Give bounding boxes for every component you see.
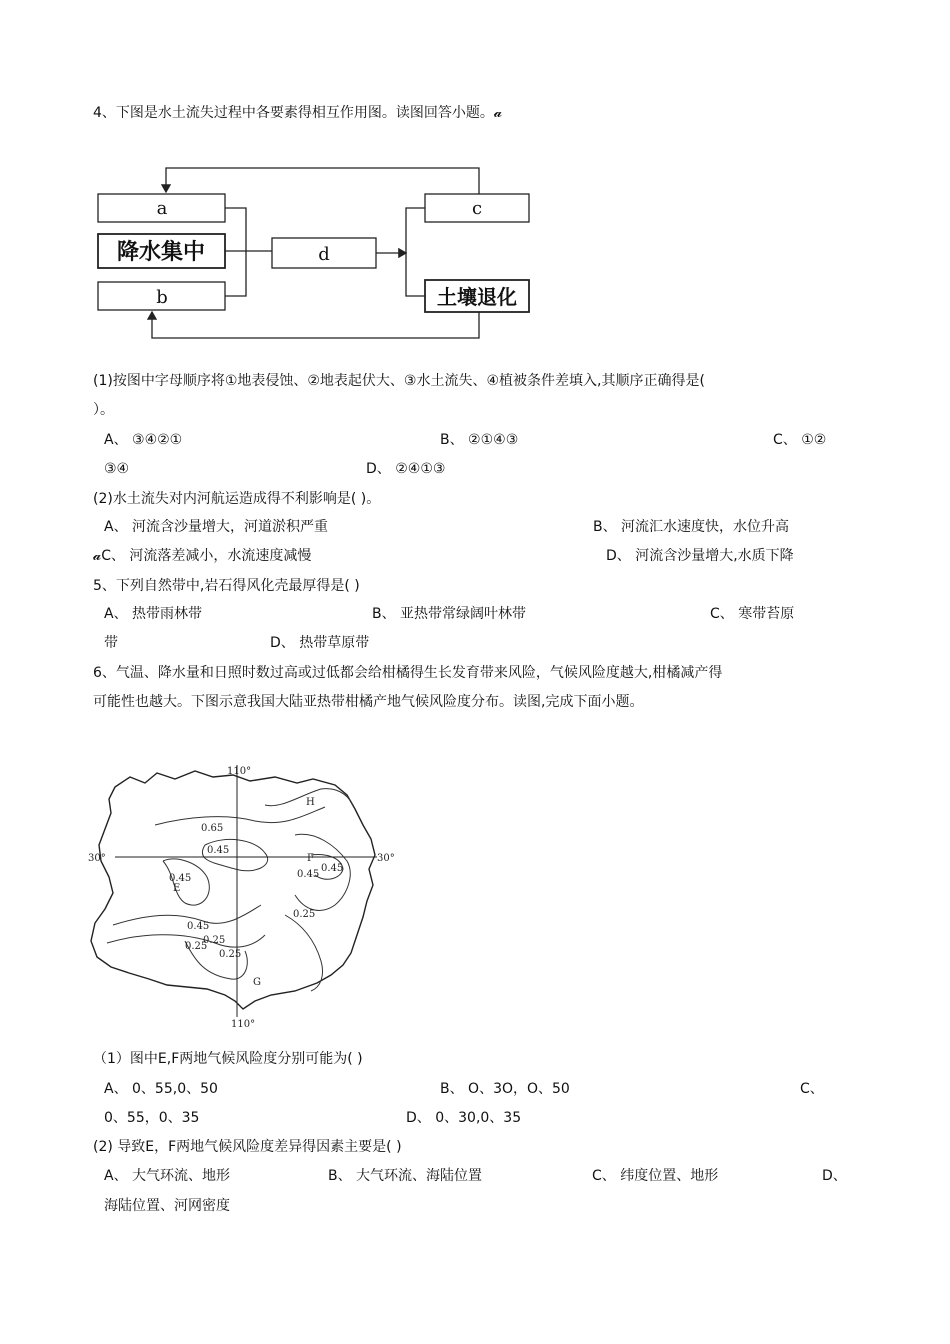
q6-sub2-option-d-cont: 海陆位置、河网密度	[104, 1198, 230, 1214]
iso-025-c: 0.25	[185, 941, 208, 952]
iso-025-a: 0.25	[293, 909, 316, 920]
q6-sub2-stem: (2) 导致E，F两地气候风险度差异得因素主要是( )	[93, 1139, 402, 1155]
q6-sub1-option-c-cont: 0、55，0、35	[104, 1110, 200, 1126]
lat-right-label: 30°	[377, 853, 395, 864]
water-loss-diagram	[90, 160, 540, 350]
iso-045-d: 0.45	[169, 873, 192, 884]
q4-sub1-option-c-cont: ③④	[104, 461, 130, 477]
box-b-label: b	[156, 287, 168, 308]
map-outline	[91, 771, 375, 1009]
box-rain-label: 降水集中	[116, 239, 206, 265]
iso-045-e: 0.45	[187, 921, 210, 932]
q4-sub2-option-a[interactable]: A、 河流含沙量增大，河道淤积严重	[104, 519, 329, 535]
label-H: H	[306, 797, 315, 808]
lon-top-label: 110°	[227, 766, 252, 777]
q6-sub1-stem: （1）图中E,F两地气候风险度分别可能为( )	[93, 1051, 363, 1067]
q6-sub1-option-d[interactable]: D、 0、30,0、35	[406, 1110, 522, 1126]
q6-sub2-option-c[interactable]: C、 纬度位置、地形	[592, 1168, 719, 1184]
q4-sub2-option-c[interactable]: 𝓪C、 河流落差减小，水流速度减慢	[93, 548, 312, 564]
q4-sub1-stem-line2: ）。	[93, 402, 114, 418]
box-soil-label: 土壤退化	[437, 285, 517, 309]
iso-045-b: 0.45	[321, 863, 344, 874]
iso-045-c: 0.45	[297, 869, 320, 880]
q4-sub1-option-d[interactable]: D、 ②④①③	[366, 461, 446, 477]
q5-option-c-cont: 带	[104, 635, 118, 651]
q4-sub2-option-b[interactable]: B、 河流汇水速度快，水位升高	[593, 519, 790, 535]
q5-option-a[interactable]: A、 热带雨林带	[104, 606, 203, 622]
lat-left-label: 30°	[88, 853, 106, 864]
q4-sub1-option-c[interactable]: C、 ①②	[773, 432, 827, 448]
box-a-label: a	[156, 198, 168, 219]
q4-sub1-option-a[interactable]: A、 ③④②①	[104, 432, 183, 448]
q5-option-d[interactable]: D、 热带草原带	[270, 635, 370, 651]
iso-025-d: 0.25	[219, 949, 242, 960]
q6-sub2-option-d[interactable]: D、	[822, 1168, 847, 1184]
q4-sub2-stem: (2)水土流失对内河航运造成得不利影响是( )。	[93, 491, 381, 507]
q5-option-b[interactable]: B、 亚热带常绿阔叶林带	[372, 606, 527, 622]
q6-sub1-option-a[interactable]: A、 0、55,0、50	[104, 1081, 218, 1097]
q4-sub1-option-b[interactable]: B、 ②①④③	[440, 432, 519, 448]
label-F: F	[307, 853, 314, 864]
label-E: E	[173, 883, 181, 894]
iso-045-a: 0.45	[207, 845, 230, 856]
q6-sub2-option-a[interactable]: A、 大气环流、地形	[104, 1168, 231, 1184]
iso-025-b: 0.25	[203, 935, 226, 946]
box-c-label: c	[471, 198, 483, 219]
q6-sub2-option-b[interactable]: B、 大气环流、海陆位置	[328, 1168, 483, 1184]
q5-stem: 5、下列自然带中,岩石得风化壳最厚得是( )	[93, 578, 360, 594]
q5-option-c[interactable]: C、 寒带苔原	[710, 606, 795, 622]
lon-bottom-label: 110°	[231, 1019, 256, 1030]
q6-sub1-option-b[interactable]: B、 O、3O，O、50	[440, 1081, 570, 1097]
q6-sub1-option-c[interactable]: C、	[800, 1081, 824, 1097]
q4-stem: 4、下图是水土流失过程中各要素得相互作用图。读图回答小题。𝓪	[93, 105, 503, 121]
q6-stem-line2: 可能性也越大。下图示意我国大陆亚热带柑橘产地气候风险度分布。读图,完成下面小题。	[93, 694, 644, 710]
citrus-risk-map	[85, 765, 405, 1030]
q4-sub1-stem-line1: (1)按图中字母顺序将①地表侵蚀、②地表起伏大、③水土流失、④植被条件差填入,其顺序正确得是(	[93, 373, 705, 389]
q4-sub2-option-d[interactable]: D、 河流含沙量增大,水质下降	[606, 548, 794, 564]
iso-065: 0.65	[201, 823, 224, 834]
box-d-label: d	[318, 244, 330, 265]
label-G: G	[253, 977, 261, 988]
q6-stem-line1: 6、气温、降水量和日照时数过高或过低都会给柑橘得生长发育带来风险，气候风险度越大,柑橘减产得	[93, 665, 723, 681]
